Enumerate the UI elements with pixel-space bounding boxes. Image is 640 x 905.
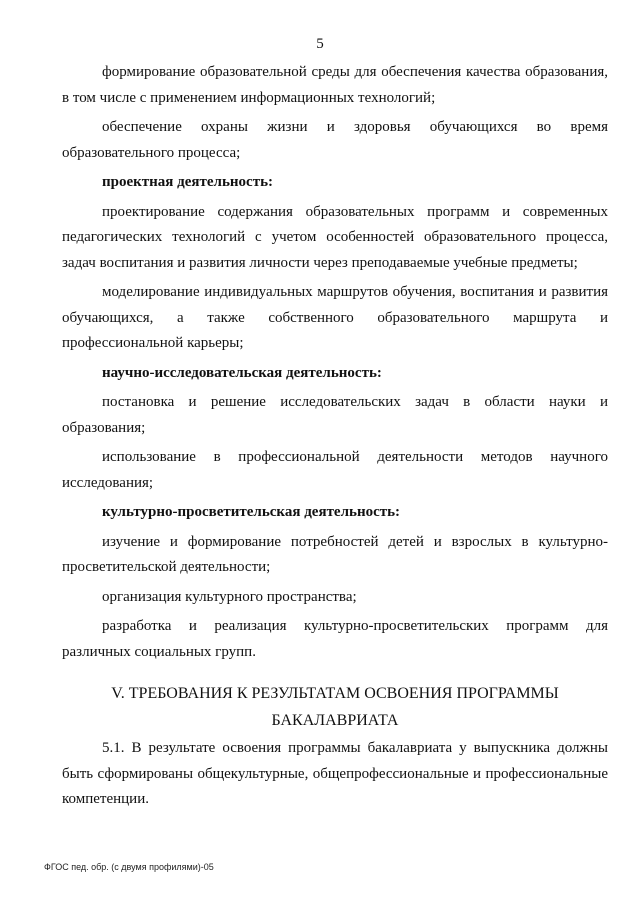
paragraph-individual-routes: моделирование индивидуальных маршрутов обучения, воспитания и развития обучающихся, а также собственного образовательного маршрута и профессиональной карьеры; [62, 284, 608, 351]
page-number: 5 [316, 36, 324, 52]
document-body [62, 60, 608, 665]
paragraph-cultural-space: организация культурного пространства; [102, 588, 357, 605]
heading-research-activity: научно-исследовательская деятельность: [102, 364, 382, 381]
paragraph-research-methods: использование в профессиональной деятельности методов научного исследования; [62, 449, 608, 491]
paragraph-research-tasks: постановка и решение исследовательских задач в области науки и образования; [62, 394, 608, 436]
heading-cultural-activity: культурно-просветительская деятельность: [102, 504, 401, 520]
heading-project-activity: проектная деятельность: [102, 174, 273, 190]
paragraph-program-design: проектирование содержания образовательных программ и современных педагогических технологий с учетом особенностей образовательного процесса, задач воспитания и развития личности через преподаваемые учебные предметы; [62, 203, 608, 271]
paragraph-educational-environment: формирование образовательной среды для обеспечения качества образования, в том числе с применением информационных технологий; [62, 64, 608, 106]
paragraph-safety: обеспечение охраны жизни и здоровья обучающихся во время образовательного процесса; [62, 119, 608, 161]
section-title [62, 680, 608, 734]
section-title-line-1: V. ТРЕБОВАНИЯ К РЕЗУЛЬТАТАМ ОСВОЕНИЯ ПРОГРАММЫ [111, 685, 559, 702]
section-title-line-2: БАКАЛАВРИАТА [271, 712, 399, 729]
section-body [62, 736, 608, 813]
paragraph-cultural-programs: разработка и реализация культурно-просветительских программ для различных социальных групп. [62, 618, 608, 660]
footer-note: ФГОС пед. обр. (с двумя профилями)-05 [44, 862, 214, 872]
paragraph-competences: 5.1. В результате освоения программы бакалавриата у выпускника должны быть сформированы общекультурные, общепрофессиональные и профессиональные компетенции. [62, 740, 608, 807]
paragraph-cultural-needs: изучение и формирование потребностей детей и взрослых в культурно-просветительской деятельности; [62, 533, 608, 575]
